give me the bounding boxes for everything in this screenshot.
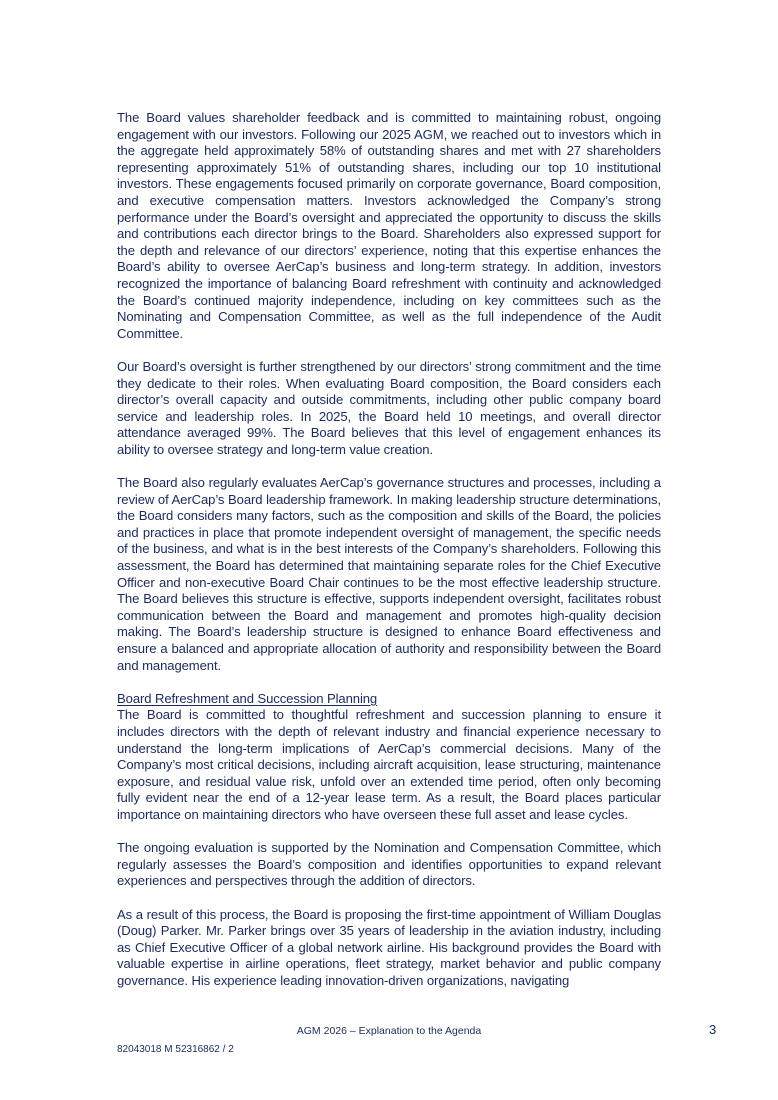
footer-title: AGM 2026 – Explanation to the Agenda [296, 1025, 482, 1037]
paragraph-shareholder-engagement: The Board values shareholder feedback and is committed to maintaining robust, ongoing engagement with our investors. Following our 2025 AGM, we reached out to investors which in the aggregate held approximately 58% of outstanding shares and met with 27 shareholders representing approximately 51% of outstanding shares, including our top 10 institutional investors. These engagements focused primarily on corporate governance, Board composition, and executive compensation matters. Investors acknowledged the Company’s strong performance under the Board’s oversight and appreciated the opportunity to discuss the skills and contributions each director brings to the Board. Shareholders also expressed support for the depth and relevance of our directors’ experience, noting that this expertise enhances the Board’s ability to oversee AerCap’s business and long-term strategy. In addition, investors recognized the importance of balancing Board refreshment with continuity and acknowledged the Board’s continued majority independence, including on key committees such as the Nominating and Compensation Committee, as well as the full independence of the Audit Committee. [117, 110, 661, 341]
paragraph-director-nomination: As a result of this process, the Board is proposing the first-time appointment of William Douglas (Doug) Parker. Mr. Parker brings over 35 years of leadership in the aviation industry, including as Chief Executive Officer of a global network airline. His background provides the Board with valuable expertise in airline operations, fleet strategy, market behavior and public company governance. His experience leading innovation-driven organizations, navigating [117, 906, 661, 988]
paragraph-director-commitment: Our Board’s oversight is further strengthened by our directors’ strong commitment and the time they dedicate to their roles. When evaluating Board composition, the Board considers each director’s overall capacity and outside commitments, including other public company board service and leadership roles. In 2025, the Board held 10 meetings, and overall director attendance averaged 99%. The Board believes that this level of engagement enhances its ability to oversee strategy and long-term value creation. [117, 358, 661, 457]
page-body [117, 110, 661, 1006]
section-heading-board-refreshment: Board Refreshment and Succession Planning [117, 690, 378, 706]
page-number: 3 [709, 1022, 717, 1037]
paragraph-refreshment-commitment: The Board is committed to thoughtful refreshment and succession planning to ensure it includes directors with the depth of relevant industry and financial experience necessary to understand the long-term implications of AerCap’s commercial decisions. Many of the Company’s most critical decisions, including aircraft acquisition, lease structuring, maintenance exposure, and residual value risk, unfold over an extended time period, often only becoming fully evident near the end of a 12-year lease term. As a result, the Board places particular importance on maintaining directors who have overseen these full asset and lease cycles. [117, 707, 661, 822]
document-id: 82043018 M 52316862 / 2 [117, 1044, 234, 1055]
paragraph-leadership-structure: The Board also regularly evaluates AerCap’s governance structures and processes, including a review of AerCap’s Board leadership framework. In making leadership structure determinations, the Board considers many factors, such as the composition and skills of the Board, the policies and practices in place that promote independent oversight of management, the specific needs of the business, and what is in the best interests of the Company’s shareholders. Following this assessment, the Board has determined that maintaining separate roles for the Chief Executive Officer and non-executive Board Chair continues to be the most effective leadership structure. The Board believes this structure is effective, supports independent oversight, facilitates robust communication between the Board and management and promotes high-quality decision making. The Board’s leadership structure is designed to enhance Board effectiveness and ensure a balanced and appropriate allocation of authority and responsibility between the Board and management. [117, 475, 661, 673]
paragraph-ongoing-evaluation: The ongoing evaluation is supported by the Nomination and Compensation Committee, which regularly assesses the Board’s composition and identifies opportunities to expand relevant experiences and perspectives through the addition of directors. [117, 840, 661, 889]
